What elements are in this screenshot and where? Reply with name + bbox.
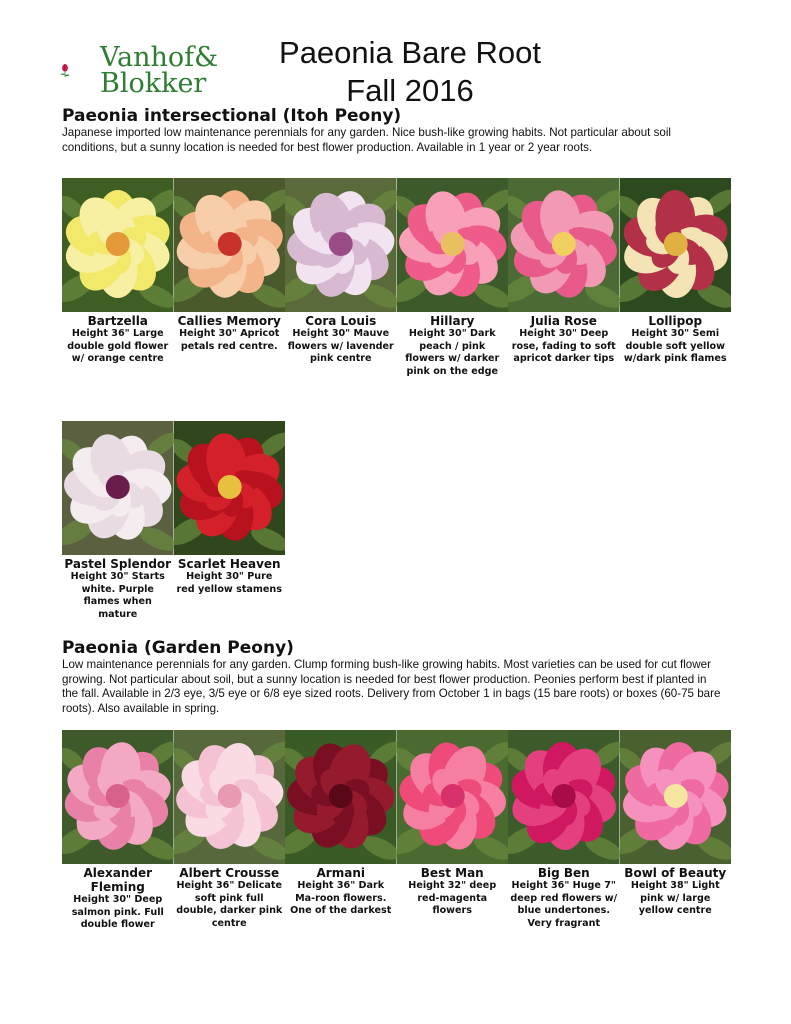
product-description: Height 30" Mauve flowers w/ lavender pink centre [287, 328, 394, 364]
product-name: Bowl of Beauty [624, 866, 727, 880]
product-name: Alexander Fleming [83, 866, 153, 894]
product-description: Height 38" Light pink w/ large yellow centre [630, 880, 720, 916]
product-name: Pastel Splendor [64, 557, 172, 571]
product-card [174, 178, 286, 378]
product-description: Height 36" Delicate soft pink full double, darker pink centre [176, 880, 283, 929]
product-name: Armani [316, 866, 365, 880]
product-card [285, 178, 397, 378]
product-description: Height 36" Large double gold flower w/ orange centre [67, 328, 169, 364]
page-title-line2: Fall 2016 [346, 73, 474, 108]
peony-photo [174, 178, 286, 312]
product-name: Cora Louis [305, 314, 377, 328]
peony-photo [285, 730, 397, 864]
product-description: Height 32" deep red-magenta flowers [408, 880, 497, 916]
peony-photo [62, 421, 174, 555]
product-card [62, 178, 174, 378]
product-description: Height 30" Dark peach / pink flowers w/ darker pink on the edge [405, 328, 500, 377]
product-description: Height 30" Semi double soft yellow w/dark pink flames [623, 328, 727, 364]
section-heading-itoh: Paeonia intersectional (Itoh Peony) [62, 106, 402, 126]
peony-photo [508, 730, 620, 864]
brand-name-line2: Blokker [100, 68, 207, 99]
product-description: Height 36" Dark Ma-roon flowers. One of the darkest [290, 880, 392, 916]
product-name: Big Ben [537, 866, 590, 880]
product-card [508, 178, 620, 378]
garden-product-grid [62, 730, 731, 932]
product-description: Height 30" Deep salmon pink. Full double flower [71, 894, 164, 930]
product-name: Callies Memory [177, 314, 281, 328]
product-name: Albert Crousse [179, 866, 280, 880]
peony-photo [397, 730, 509, 864]
peony-photo [174, 421, 286, 555]
section-heading-garden: Paeonia (Garden Peony) [62, 638, 294, 658]
peony-photo [62, 178, 174, 312]
peony-photo [397, 178, 509, 312]
page-title-line1: Paeonia Bare Root [279, 35, 541, 70]
product-card [174, 730, 286, 932]
product-name: Lollipop [648, 314, 703, 328]
product-name: Scarlet Heaven [177, 557, 281, 571]
peony-photo [620, 730, 732, 864]
product-card [62, 730, 174, 932]
itoh-product-grid [62, 178, 731, 378]
product-description: Height 30" Pure red yellow stamens [176, 571, 282, 595]
section-description-garden: Low maintenance perennials for any garden. Clump forming bush-like growing habits. Most varieties can be used for cut flower growing. Not particular about soil, but a sunny location is needed for best flower production. Peonies perform best if planted in the fall. Available in 2/3 eye, 3/5 eye or 6/8 eye sized roots. Delivery from October 1 in bags (15 bare roots) or boxes (60-75 bare roots). Also available in spring. [62, 658, 721, 715]
product-description: Height 30" Apricot petals red centre. [179, 328, 280, 352]
product-name: Bartzella [87, 314, 148, 328]
product-card [620, 178, 732, 378]
product-name: Best Man [420, 866, 484, 880]
product-card [174, 421, 286, 621]
brand-name-line1: Vanhof& [100, 42, 219, 73]
product-name: Julia Rose [530, 314, 597, 328]
peony-photo [285, 178, 397, 312]
product-card [397, 730, 509, 932]
product-card [285, 730, 397, 932]
peony-photo [508, 178, 620, 312]
product-card [620, 730, 732, 932]
peony-photo [620, 178, 732, 312]
section-description-itoh: Japanese imported low maintenance perennials for any garden. Nice bush-like growing habits. Not particular about soil conditions, but a sunny location is needed for best flower production. Available in 1 year or 2 year roots. [62, 126, 672, 154]
itoh-product-grid-row2 [62, 421, 285, 621]
product-description: Height 36" Huge 7" deep red flowers w/ blue undertones. Very fragrant [510, 880, 618, 929]
tulip-icon [60, 40, 100, 100]
product-description: Height 30" Deep rose, fading to soft apricot darker tips [511, 328, 616, 364]
product-name: Hillary [430, 314, 475, 328]
product-card [508, 730, 620, 932]
product-card [397, 178, 509, 378]
peony-photo [62, 730, 174, 864]
product-description: Height 30" Starts white. Purple flames when mature [70, 571, 165, 620]
product-card [62, 421, 174, 621]
peony-photo [174, 730, 286, 864]
